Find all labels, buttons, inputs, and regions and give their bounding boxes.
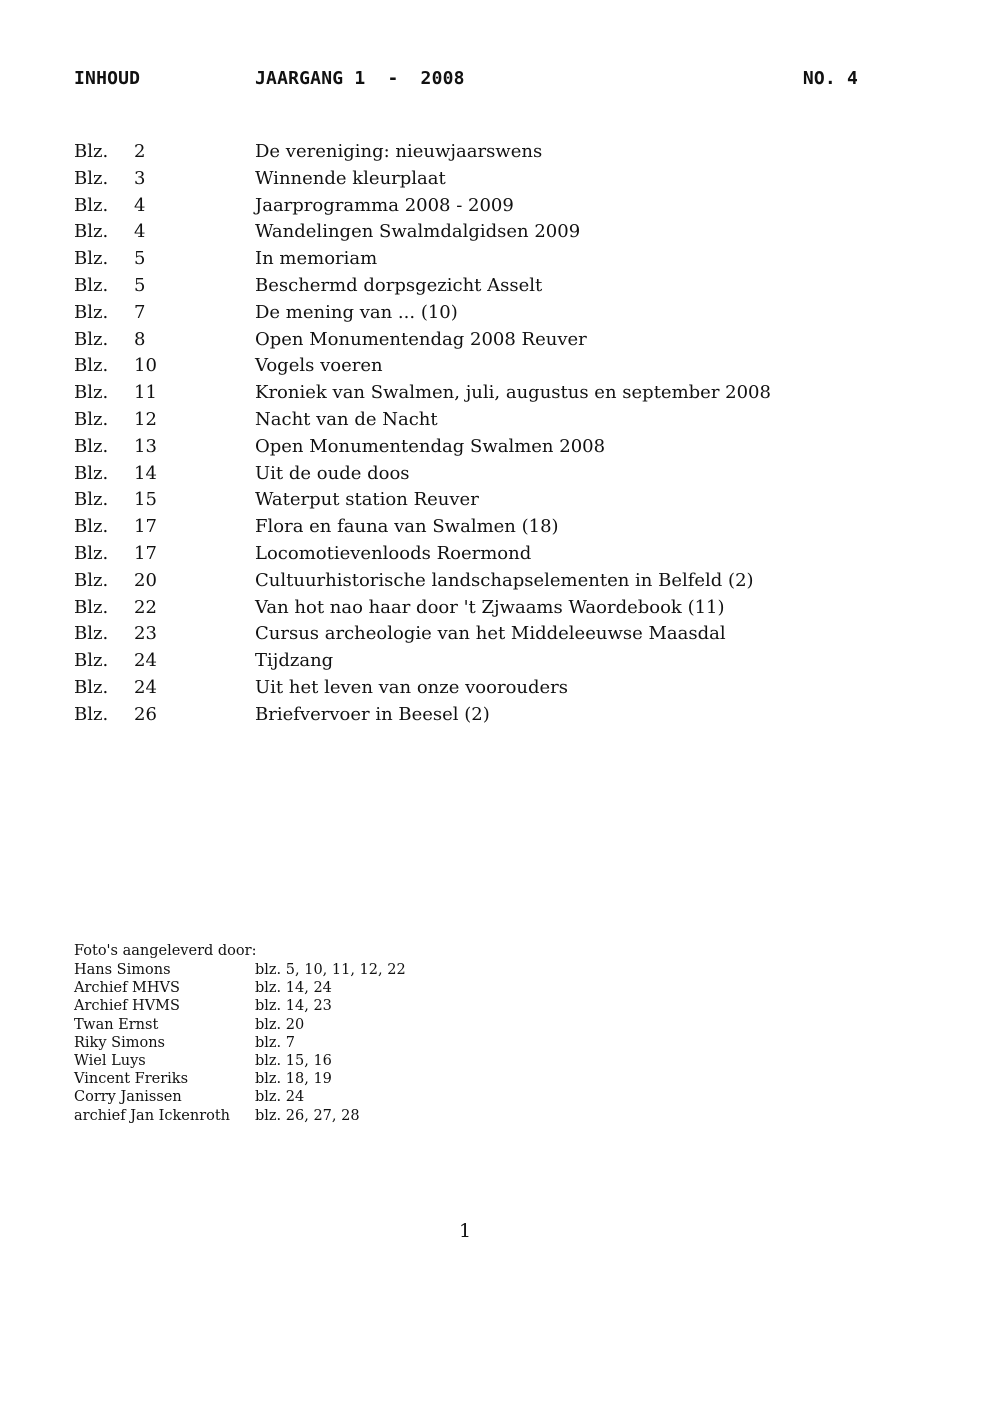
photo-credit-name: Twan Ernst	[74, 1016, 159, 1033]
toc-row	[74, 300, 834, 327]
header-volume: JAARGANG 1 - 2008	[255, 68, 465, 89]
toc-blz-label: Blz.	[74, 328, 109, 350]
toc-blz-label: Blz.	[74, 435, 109, 457]
toc-article-title: Open Monumentendag 2008 Reuver	[255, 328, 587, 350]
photo-credit-name: Vincent Freriks	[74, 1071, 189, 1088]
toc-row	[74, 568, 834, 595]
photo-credit-row	[74, 979, 574, 997]
toc-page-number: 24	[134, 676, 157, 698]
toc-article-title: Kroniek van Swalmen, juli, augustus en september 2008	[255, 382, 771, 404]
photo-credit-row	[74, 1070, 574, 1088]
toc-article-title: Uit het leven van onze voorouders	[255, 676, 569, 698]
photo-credit-name: Wiel Luys	[74, 1052, 146, 1069]
toc-row	[74, 487, 834, 514]
toc-blz-label: Blz.	[74, 703, 109, 725]
toc-blz-label: Blz.	[74, 408, 109, 430]
toc-row	[74, 434, 834, 461]
photo-credits-heading: Foto's aangeleverd door:	[74, 943, 257, 959]
toc-blz-label: Blz.	[74, 355, 109, 377]
toc-page-number: 17	[134, 542, 157, 564]
photo-credit-name: Riky Simons	[74, 1034, 165, 1051]
toc-row	[74, 193, 834, 220]
photo-credit-pages: blz. 14, 23	[255, 998, 332, 1015]
toc-article-title: De mening van ... (10)	[255, 301, 458, 323]
toc-page-number: 22	[134, 596, 157, 618]
toc-article-title: Locomotievenloods Roermond	[255, 542, 532, 564]
toc-row	[74, 461, 834, 488]
toc-blz-label: Blz.	[74, 301, 109, 323]
toc-page-number: 2	[134, 141, 146, 162]
toc-blz-label: Blz.	[74, 248, 109, 270]
toc-article-title: Jaarprogramma 2008 - 2009	[255, 194, 514, 216]
toc-page-number: 5	[134, 274, 146, 296]
toc-blz-label: Blz.	[74, 274, 109, 296]
toc-page-number: 11	[134, 382, 157, 404]
toc-article-title: Cursus archeologie van het Middeleeuwse Maasdal	[255, 623, 726, 645]
photo-credit-row	[74, 1107, 574, 1125]
toc-page-number: 10	[134, 355, 157, 377]
photo-credit-name: Archief MHVS	[74, 980, 180, 997]
toc-row	[74, 273, 834, 300]
photo-credit-row	[74, 997, 574, 1015]
toc-row	[74, 702, 834, 729]
toc-page-number: 23	[134, 623, 157, 645]
toc-page-number: 5	[134, 248, 146, 270]
toc-row	[74, 327, 834, 354]
toc-article-title: Wandelingen Swalmdalgidsen 2009	[255, 221, 581, 243]
photo-credit-row	[74, 1034, 574, 1052]
toc-row	[74, 648, 834, 675]
toc-article-title: Winnende kleurplaat	[255, 167, 446, 189]
photo-credits-list	[74, 961, 574, 1125]
toc-article-title: De vereniging: nieuwjaarswens	[255, 141, 543, 162]
toc-page-number: 15	[134, 489, 157, 511]
toc-blz-label: Blz.	[74, 382, 109, 404]
toc-page-number: 24	[134, 650, 157, 672]
toc-row	[74, 541, 834, 568]
toc-page-number: 12	[134, 408, 157, 430]
toc-page-number: 13	[134, 435, 157, 457]
toc-article-title: Waterput station Reuver	[255, 489, 479, 511]
toc-page-number: 14	[134, 462, 157, 484]
toc-page-number: 26	[134, 703, 157, 725]
toc-blz-label: Blz.	[74, 542, 109, 564]
photo-credit-name: Archief HVMS	[74, 998, 180, 1015]
toc-row	[74, 380, 834, 407]
photo-credit-name: archief Jan Ickenroth	[74, 1107, 231, 1124]
toc-blz-label: Blz.	[74, 596, 109, 618]
photo-credit-row	[74, 961, 574, 979]
toc-article-title: Van hot nao haar door 't Zjwaams Waordebook (11)	[255, 596, 725, 618]
toc-blz-label: Blz.	[74, 516, 109, 538]
toc-article-title: Uit de oude doos	[255, 462, 410, 484]
toc-row	[74, 353, 834, 380]
photo-credit-pages: blz. 5, 10, 11, 12, 22	[255, 962, 406, 978]
toc-article-title: Flora en fauna van Swalmen (18)	[255, 516, 559, 538]
photo-credit-row	[74, 1052, 574, 1070]
toc-article-title: In memoriam	[255, 248, 378, 270]
photo-credit-pages: blz. 18, 19	[255, 1071, 332, 1088]
toc-page-number: 3	[134, 167, 146, 189]
toc-row	[74, 219, 834, 246]
toc-blz-label: Blz.	[74, 569, 109, 591]
toc-row	[74, 246, 834, 273]
photo-credit-pages: blz. 7	[255, 1034, 296, 1051]
table-of-contents	[74, 139, 834, 729]
header-title: INHOUD	[74, 68, 141, 89]
page-number: 1	[458, 1220, 472, 1242]
toc-row	[74, 166, 834, 193]
photo-credit-name: Hans Simons	[74, 962, 171, 978]
photo-credit-pages: blz. 14, 24	[255, 980, 332, 997]
toc-page-number: 17	[134, 516, 157, 538]
toc-row	[74, 139, 834, 166]
toc-row	[74, 675, 834, 702]
toc-page-number: 4	[134, 194, 146, 216]
toc-row	[74, 621, 834, 648]
toc-page-number: 7	[134, 301, 146, 323]
toc-article-title: Cultuurhistorische landschapselementen in Belfeld (2)	[255, 569, 754, 591]
photo-credit-pages: blz. 26, 27, 28	[255, 1107, 360, 1124]
toc-blz-label: Blz.	[74, 194, 109, 216]
toc-article-title: Briefvervoer in Beesel (2)	[255, 703, 490, 725]
photo-credit-row	[74, 1088, 574, 1106]
photo-credits	[74, 941, 574, 1125]
toc-blz-label: Blz.	[74, 623, 109, 645]
toc-blz-label: Blz.	[74, 141, 109, 162]
toc-row	[74, 407, 834, 434]
toc-page-number: 8	[134, 328, 146, 350]
toc-article-title: Nacht van de Nacht	[255, 408, 438, 430]
toc-blz-label: Blz.	[74, 489, 109, 511]
toc-article-title: Vogels voeren	[255, 355, 383, 377]
photo-credit-row	[74, 1016, 574, 1034]
toc-blz-label: Blz.	[74, 676, 109, 698]
toc-article-title: Open Monumentendag Swalmen 2008	[255, 435, 606, 457]
toc-blz-label: Blz.	[74, 462, 109, 484]
toc-blz-label: Blz.	[74, 650, 109, 672]
photo-credit-pages: blz. 15, 16	[255, 1052, 332, 1069]
toc-article-title: Beschermd dorpsgezicht Asselt	[255, 274, 543, 296]
photo-credit-pages: blz. 24	[255, 1089, 305, 1106]
toc-blz-label: Blz.	[74, 221, 109, 243]
toc-row	[74, 595, 834, 622]
toc-page-number: 4	[134, 221, 146, 243]
page-header	[74, 68, 858, 94]
toc-page-number: 20	[134, 569, 157, 591]
header-issue: NO. 4	[802, 68, 858, 89]
photo-credit-name: Corry Janissen	[74, 1089, 182, 1106]
toc-row	[74, 514, 834, 541]
toc-blz-label: Blz.	[74, 167, 109, 189]
photo-credit-pages: blz. 20	[255, 1016, 305, 1033]
toc-article-title: Tijdzang	[255, 650, 334, 672]
